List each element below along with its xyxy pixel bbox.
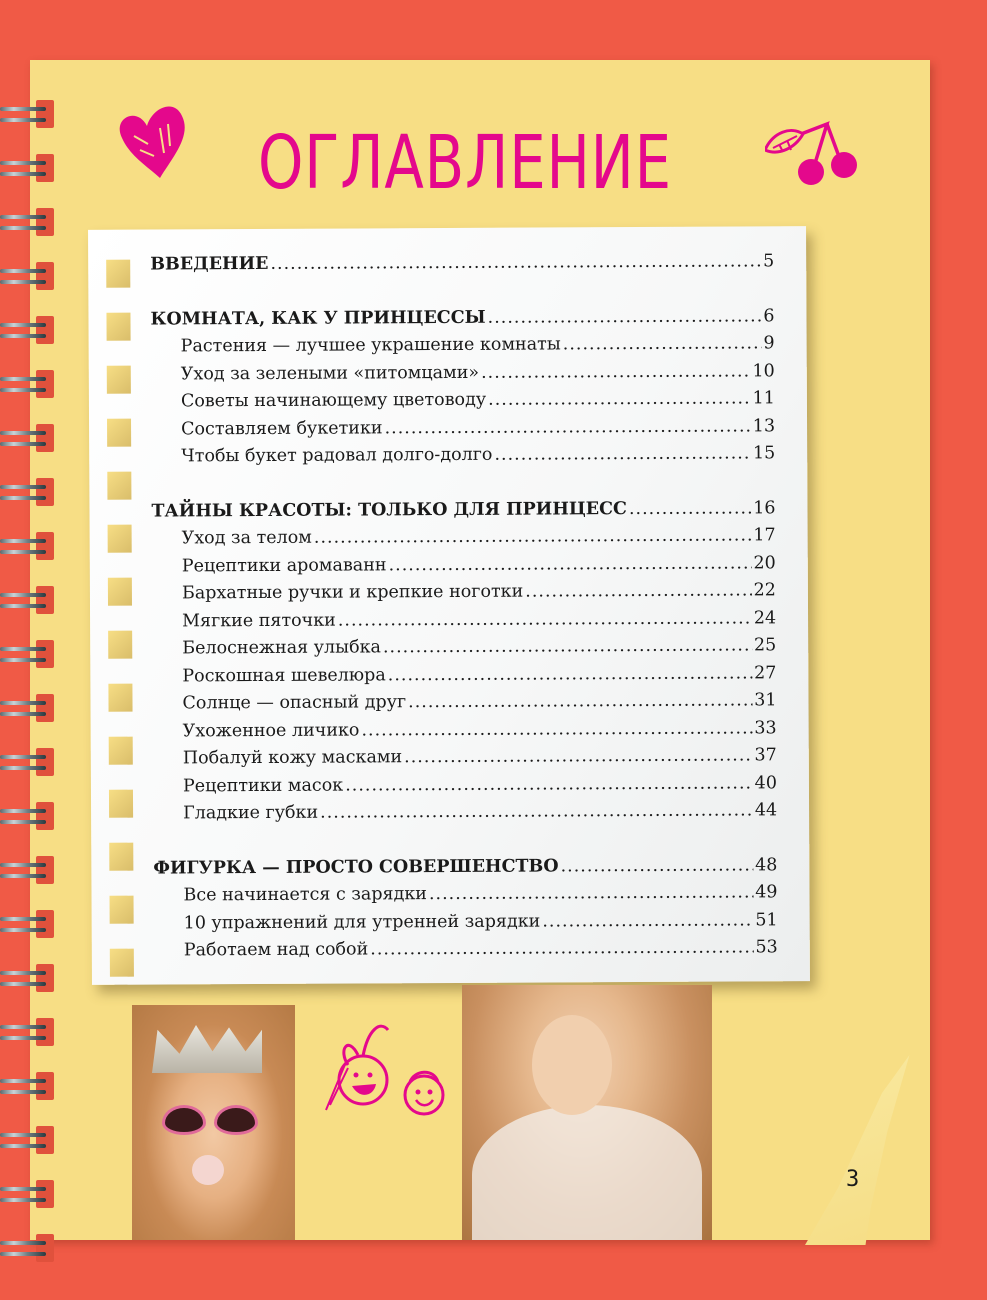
heart-glasses xyxy=(162,1105,262,1135)
toc-entry-title: Рецептики масок xyxy=(182,775,344,796)
toc-entry-title: Белоснежная улыбка xyxy=(182,637,382,659)
toc-subsection-entry[interactable] xyxy=(151,413,775,444)
toc-entry-title: Советы начинающему цветоводу xyxy=(180,389,487,412)
toc-entry-title: 10 упражнений для утренней зарядки xyxy=(183,911,541,933)
spiral-ring xyxy=(0,1234,56,1262)
photo-smiling-girl xyxy=(462,985,712,1240)
toc-section-entry[interactable] xyxy=(153,852,777,883)
spiral-ring xyxy=(0,1180,56,1208)
toc-subsection-entry[interactable] xyxy=(153,715,777,746)
toc-entry-title: Работаем над собой xyxy=(183,939,369,961)
toc-subsection-entry[interactable] xyxy=(153,797,777,828)
card-hole xyxy=(108,631,132,659)
spiral-ring xyxy=(0,586,56,614)
toc-subsection-entry[interactable] xyxy=(151,440,775,471)
table-of-contents xyxy=(150,248,778,965)
cherry-icon xyxy=(765,110,865,190)
dot-leader xyxy=(388,550,751,579)
toc-entry-title: Все начинается с зарядки xyxy=(183,884,427,906)
toc-entry-page: 20 xyxy=(753,552,776,573)
toc-entry-page: 5 xyxy=(763,251,775,272)
card-hole xyxy=(108,578,132,606)
dot-leader xyxy=(404,742,753,771)
toc-entry-page: 9 xyxy=(763,333,775,354)
toc-entry-title: Составляем букетики xyxy=(181,417,383,439)
toc-entry-page: 49 xyxy=(755,882,778,903)
toc-spacer xyxy=(153,825,777,855)
spiral-ring xyxy=(0,370,56,398)
dot-leader xyxy=(320,797,753,827)
toc-entry-page: 44 xyxy=(754,800,778,821)
toc-subsection-entry[interactable] xyxy=(153,770,777,801)
card-hole xyxy=(110,949,134,977)
spiral-ring xyxy=(0,1018,56,1046)
kids-faces-icon xyxy=(318,1010,448,1120)
spiral-ring xyxy=(0,424,56,452)
dot-leader xyxy=(345,770,753,800)
toc-subsection-entry[interactable] xyxy=(152,522,776,553)
toc-entry-title: Рецептики аромаванн xyxy=(181,554,387,576)
spiral-ring xyxy=(0,1126,56,1154)
spiral-ring xyxy=(0,532,56,560)
toc-subsection-entry[interactable] xyxy=(152,605,776,636)
spiral-ring xyxy=(0,640,56,668)
dot-leader xyxy=(370,934,753,964)
card-hole xyxy=(106,313,130,341)
heart-icon xyxy=(112,98,198,184)
toc-entry-title: Уход за телом xyxy=(181,527,312,549)
toc-entry-title: Мягкие пяточки xyxy=(182,610,336,631)
card-hole xyxy=(106,260,130,288)
toc-entry-title: Чтобы букет радовал долго-долго xyxy=(181,444,493,467)
toc-entry-page: 6 xyxy=(763,305,775,326)
toc-entry-title: КОМНАТА, КАК У ПРИНЦЕССЫ xyxy=(150,307,486,330)
dot-leader xyxy=(629,495,751,523)
toc-entry-page: 16 xyxy=(753,497,776,518)
toc-subsection-entry[interactable] xyxy=(151,330,775,361)
spiral-ring xyxy=(0,802,56,830)
dot-leader xyxy=(560,852,753,881)
dress xyxy=(472,1105,702,1240)
toc-entry-title: Ухоженное личико xyxy=(182,719,360,741)
toc-subsection-entry[interactable] xyxy=(152,577,776,608)
table-of-contents-card xyxy=(88,226,810,985)
toc-subsection-entry[interactable] xyxy=(151,385,775,416)
spiral-ring xyxy=(0,316,56,344)
spiral-ring xyxy=(0,964,56,992)
spiral-ring xyxy=(0,748,56,776)
toc-entry-page: 33 xyxy=(754,717,777,738)
toc-entry-page: 40 xyxy=(754,772,777,793)
spiral-ring xyxy=(0,910,56,938)
dot-leader xyxy=(408,687,752,716)
dot-leader xyxy=(361,715,752,745)
toc-entry-title: Роскошная шевелюра xyxy=(182,664,386,686)
toc-subsection-entry[interactable] xyxy=(152,687,776,718)
toc-entry-page: 13 xyxy=(752,415,776,436)
toc-entry-title: ВВЕДЕНИЕ xyxy=(150,253,269,275)
card-hole xyxy=(107,472,131,500)
spiral-ring xyxy=(0,100,56,128)
toc-entry-title: Растения — лучшее украшение комнаты xyxy=(180,334,561,357)
toc-entry-title: Солнце — опасный друг xyxy=(182,692,407,714)
toc-entry-page: 17 xyxy=(753,525,776,546)
toc-entry-title: ТАЙНЫ КРАСОТЫ: ТОЛЬКО ДЛЯ ПРИНЦЕСС xyxy=(151,498,627,522)
spiral-ring xyxy=(0,154,56,182)
toc-subsection-entry[interactable] xyxy=(153,879,777,910)
toc-spacer xyxy=(151,468,775,498)
dot-leader xyxy=(563,330,762,359)
dot-leader xyxy=(429,879,753,908)
toc-entry-page: 22 xyxy=(753,580,776,601)
toc-subsection-entry[interactable] xyxy=(152,550,776,581)
toc-entry-page: 27 xyxy=(754,662,777,683)
toc-entry-page: 15 xyxy=(752,443,776,464)
dot-leader xyxy=(494,440,751,469)
toc-entry-page: 11 xyxy=(752,388,775,409)
toc-subsection-entry[interactable] xyxy=(154,934,778,965)
card-hole xyxy=(109,790,133,818)
dot-leader xyxy=(388,660,752,689)
toc-entry-page: 10 xyxy=(752,360,775,381)
toc-subsection-entry[interactable] xyxy=(152,632,776,663)
card-hole xyxy=(107,366,131,394)
bubblegum xyxy=(192,1155,224,1185)
card-hole xyxy=(109,843,133,871)
dot-leader xyxy=(314,522,752,552)
toc-section-entry[interactable] xyxy=(151,495,775,526)
card-hole xyxy=(109,737,133,765)
toc-entry-title: ФИГУРКА — ПРОСТО СОВЕРШЕНСТВО xyxy=(153,855,559,879)
spiral-ring xyxy=(0,208,56,236)
dot-leader xyxy=(488,303,762,332)
card-hole xyxy=(110,896,134,924)
toc-entry-page: 25 xyxy=(753,635,777,656)
spiral-ring xyxy=(0,262,56,290)
toc-entry-page: 24 xyxy=(753,607,777,628)
dot-leader xyxy=(525,577,752,606)
crown xyxy=(152,1025,262,1073)
dot-leader xyxy=(488,385,751,414)
spiral-ring xyxy=(0,1072,56,1100)
card-hole xyxy=(108,684,132,712)
dot-leader xyxy=(383,632,752,661)
toc-subsection-entry[interactable] xyxy=(151,358,775,389)
toc-section-entry[interactable] xyxy=(150,303,774,334)
dot-leader xyxy=(384,413,750,442)
dot-leader xyxy=(481,358,751,387)
toc-spacer xyxy=(150,276,774,306)
card-hole xyxy=(108,525,132,553)
card-hole xyxy=(107,419,131,447)
dot-leader xyxy=(338,605,752,635)
spiral-ring xyxy=(0,478,56,506)
photo-girl-with-crown xyxy=(132,1005,295,1240)
spiral-binding xyxy=(0,0,60,1300)
face xyxy=(532,1015,612,1115)
toc-entry-title: Гладкие губки xyxy=(183,802,319,824)
page-number: 3 xyxy=(846,1167,860,1192)
toc-entry-page: 37 xyxy=(754,745,777,766)
dot-leader xyxy=(542,907,753,936)
toc-subsection-entry[interactable] xyxy=(153,742,777,773)
toc-subsection-entry[interactable] xyxy=(152,660,776,691)
toc-entry-page: 31 xyxy=(754,690,777,711)
toc-entry-title: Уход за зелеными «питомцами» xyxy=(180,362,480,384)
toc-section-entry[interactable] xyxy=(150,248,774,279)
toc-entry-page: 53 xyxy=(755,937,778,958)
toc-entry-title: Бархатные ручки и крепкие ноготки xyxy=(181,581,524,604)
dot-leader xyxy=(270,248,761,278)
spiral-ring xyxy=(0,856,56,884)
toc-subsection-entry[interactable] xyxy=(154,907,778,938)
page-title: ОГЛАВЛЕНИЕ xyxy=(258,120,672,206)
toc-entry-page: 48 xyxy=(755,854,778,875)
toc-entry-page: 51 xyxy=(755,909,778,930)
spiral-ring xyxy=(0,694,56,722)
toc-entry-title: Побалуй кожу масками xyxy=(182,747,403,769)
